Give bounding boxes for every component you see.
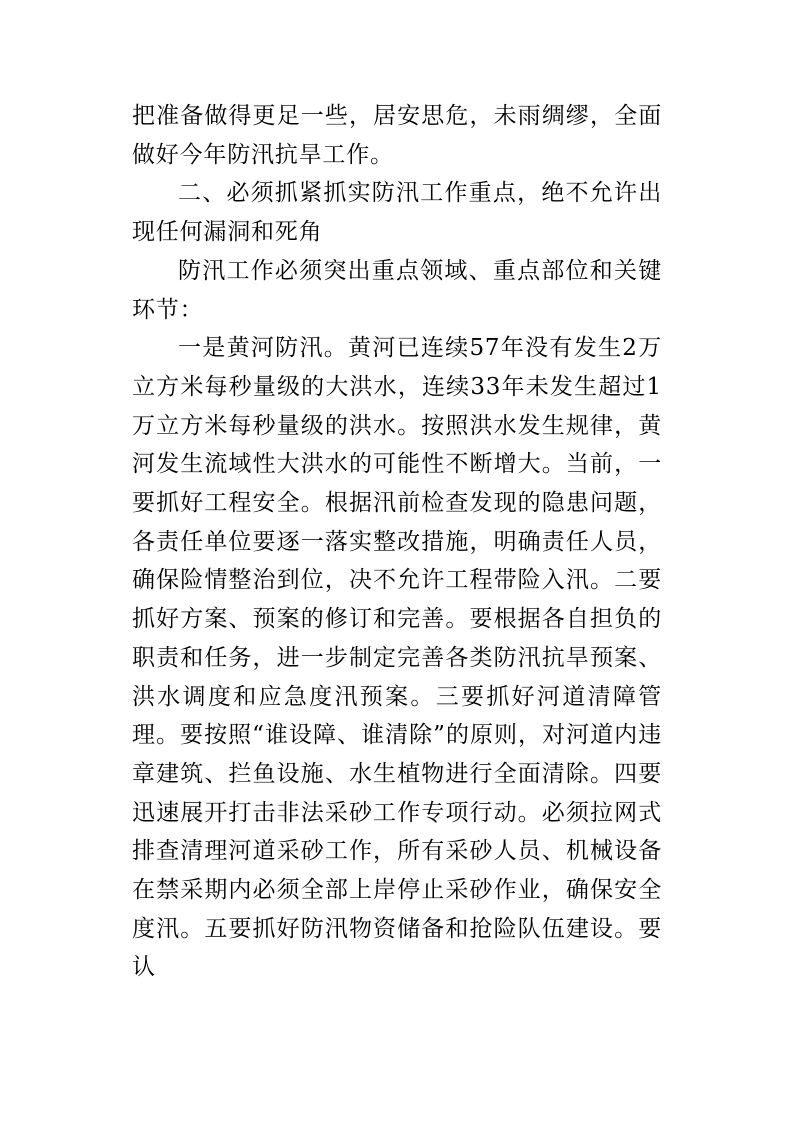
paragraph-4: 一是黄河防汛。黄河已连续57年没有发生2万立方米每秒量级的大洪水，连续33年未发生超过1万立方米每秒量级的洪水。按照洪水发生规律，黄河发生流域性大洪水的可能性不断增大。当前，一要抓好工程安全。根据汛前检查发现的隐患问题，各责任单位要逐一落实整改措施，明确责任人员，确保险情整治到位，决不允许工程带险入汛。二要抓好方案、预案的修订和完善。要根据各自担负的职责和任务，进一步制定完善各类防汛抗旱预案、洪水调度和应急度汛预案。三要抓好河道清障管理。要按照“谁设障、谁清除”的原则，对河道内违章建筑、拦鱼设施、水生植物进行全面清除。四要迅速展开打击非法采砂工作专项行动。必须拉网式排查清理河道采砂工作，所有采砂人员、机械设备在禁采期内必须全部上岸停止采砂作业，确保安全度汛。五要抓好防汛物资储备和抢险队伍建设。要认 bbox=[132, 335, 662, 981]
paragraph-3: 防汛工作必须突出重点领域、重点部位和关键环节： bbox=[132, 257, 662, 323]
document-body bbox=[132, 97, 662, 987]
paragraph-1: 把准备做得更足一些，居安思危，未雨绸缪，全面做好今年防汛抗旱工作。 bbox=[132, 103, 662, 168]
paragraph-2-section-heading: 二、必须抓紧抓实防汛工作重点，绝不允许出现任何漏洞和死角 bbox=[132, 180, 662, 246]
